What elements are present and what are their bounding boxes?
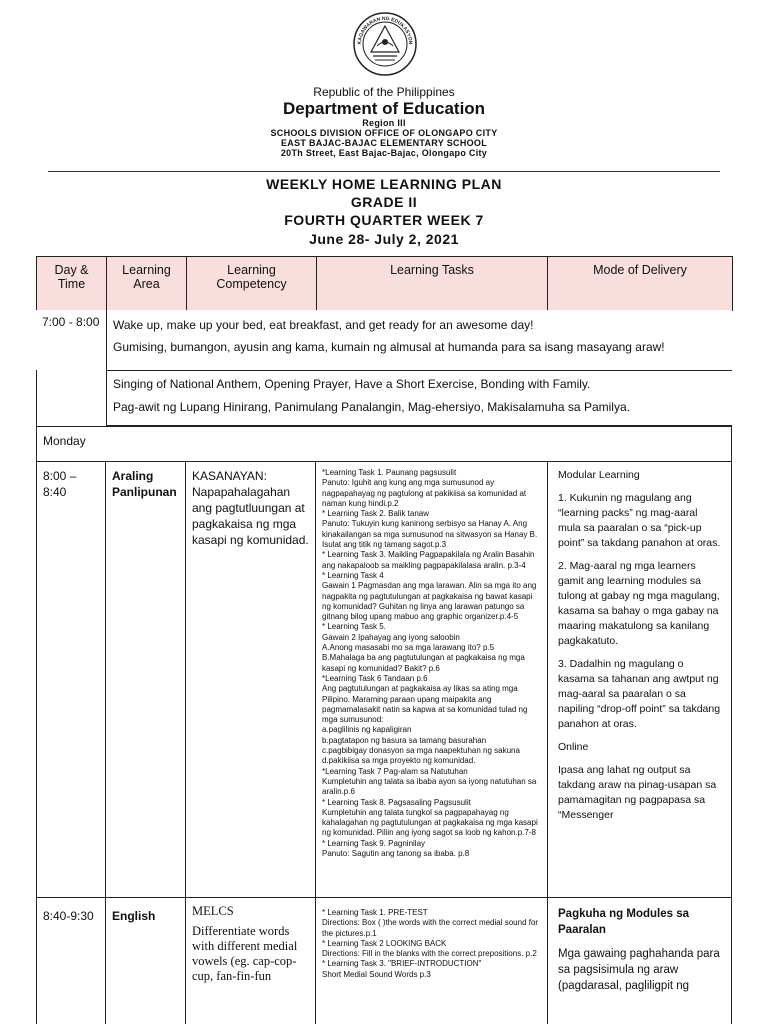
intro-line1-en: Wake up, make up your bed, eat breakfast, and get ready for an awesome day! [113, 318, 534, 332]
school-line: EAST BAJAC-BAJAC ELEMENTARY SCHOOL [280, 138, 488, 148]
header-learning-competency: Learning Competency [187, 257, 317, 311]
intro-line2-fil: Pag-awit ng Lupang Hinirang, Panimulang Panalangin, Mag-ehersiyo, Makisalamuha sa Pamilya. [113, 400, 630, 414]
header-mode-of-delivery: Mode of Delivery [548, 257, 733, 311]
row1-mode-of-delivery [548, 462, 732, 898]
competency-text: Differentiate words with different medial vowels (eg. cap-cop-cup, fan-fin-fun [192, 924, 298, 983]
intro-line1-fil: Gumising, bumangon, ayusin ang kama, kumain ng almusal at humanda para sa isang masayang araw! [113, 340, 665, 354]
header-day-time: Day & Time [37, 257, 107, 311]
row1-competency: KASANAYAN: Napapahalagahan ang pagtutluungan at pagkakaisa ng mga kasapi ng komunidad. [186, 462, 316, 898]
mode-text: Mga gawaing paghahanda para sa pagsisimula ng araw (pagdarasal, pagliligpit ng [558, 948, 720, 992]
header-divider [48, 171, 720, 172]
quarter-title: FOURTH QUARTER WEEK 7 [284, 212, 484, 228]
mode-item: 3. Dadalhin ng magulang o kasama sa tahanan ang awtput ng mag-aaral sa paaralan o sa napiling “drop-off point” sa takdang panahon at oras. [558, 658, 721, 730]
learning-plan-table-header [36, 256, 733, 311]
division-line: SCHOOLS DIVISION OFFICE OF OLONGAPO CITY [270, 128, 498, 138]
row2-competency [186, 898, 316, 1024]
row1-learning-tasks: *Learning Task 1. Paunang pagsusulit Panuto: Iguhit ang kung ang mga sumusunod ay nagpapahayag ng pagtulong at pakikiisa sa komunidad at naman kung hindi.p.2 * Learning Task 2. Balik tanaw Panuto: Tukuyin kung kaninong serbisyo sa Hanay A. Ang kinakailangan sa mga sumusunod na sitwasyon sa Hanay B. Isulat ang titik ng tamang sagot.p.3 * Learning Task 3. Maikling Pagpapakilala ng Aralin Basahin ang nakapaloob sa maikling pagpapakilalasa aralin. p.3-4 * Learning Task 4 Gawain 1 Pagmasdan ang mga larawan. Alin sa mga ito ang nagpakita ng pagtutulungan at pagkakaisa ng bawat kasapi ng komunidad? Guhitan ng linya ang larawan patungo sa gitnang bilog upang mabuo ang graphic organizer.p.4-5 * Learning Task 5. Gawain 2 Ipahayag ang iyong saloobin A.Anong masasabi mo sa mga larawang ito? p.5 B.Mahalaga ba ang pagtutulungan at pagkakaisa ng mga kasapi ng komunidad? Bakit? p.6 *Learning Task 6 Tandaan p.6 Ang pagtutulungan at pagkakaisa ay likas sa ating mga Pilipino. Maraming paraan upang maipakita ang pagmamalasakit natin sa kapwa at sa komunidad tulad ng mga sumusunod: a.paglilinis ng kapaligiran b.pagtatapon ng basura sa tamang basurahan c.pagbibigay donasyon sa mga naapektuhan ng sakuna d.pakikiisa sa mga proyekto ng komunidad. *Learning Task 7 Pag-alam sa Natutuhan Kumpletuhin ang talata sa ibaba ayon sa iyong natutuhan sa aralin.p.6 * Learning Task 8. Pagsasaling Pagsusulit Kumpletuhin ang talata tungkol sa pagpapahayag ng kahalagahan ng pagtutulungan at pagkakaisa ng mga kasapi ng komunidad. Piliin ang iyong sagot sa loob ng kahon.p.7-8 * Learning Task 9. Pagninilay Panuto: Sagutin ang tanong sa ibaba. p.8 [316, 462, 548, 898]
competency-title: MELCS [192, 904, 234, 918]
address-line: 20Th Street, East Bajac-Bajac, Olongapo City [280, 148, 488, 158]
mode-item: Online [558, 741, 589, 753]
header-learning-area: Learning Area [107, 257, 187, 311]
intro-routine-cell [106, 310, 732, 370]
seal-text: KAGAWARAN NG EDUKASYON [356, 15, 414, 45]
header-learning-tasks: Learning Tasks [317, 257, 548, 311]
row2-time: 8:40-9:30 [36, 898, 106, 1024]
plan-title: WEEKLY HOME LEARNING PLAN [266, 176, 502, 192]
row2-mode-of-delivery [548, 898, 732, 1024]
row2-area: English [106, 898, 186, 1024]
intro-opening-cell [106, 370, 732, 426]
row2-learning-tasks: * Learning Task 1. PRE-TEST Directions: Box ( )the words with the correct medial sound for the pictures.p.1 * Learning Task 2 LOOKING BACK Directions: Fill in the blanks with the correct prepositions. p.2 * Learning Task 3. "BRIEF-INTRODUCTION" Short Medial Sound Words p.3 [316, 898, 548, 1024]
republic-line: Republic of the Philippines [313, 85, 455, 99]
region-line: Region III [362, 118, 406, 128]
mode-item: Modular Learning [558, 469, 640, 481]
mode-item: 1. Kukunin ng magulang ang “learning packs” ng mag-aaral mula sa paaralan o sa “pick-up point” sa takdang panahon at oras. [558, 492, 721, 549]
row1-area: Araling Panlipunan [106, 462, 186, 898]
intro-line2-en: Singing of National Anthem, Opening Prayer, Have a Short Exercise, Bonding with Family. [113, 377, 591, 391]
mode-item: Ipasa ang lahat ng output sa takdang araw na pinag-usapan sa pamamagitan ng pagpapasa sa “Messenger [558, 764, 717, 821]
day-label: Monday [36, 426, 732, 462]
grade-title: GRADE II [350, 194, 418, 210]
row1-time: 8:00 – 8:40 [36, 462, 106, 898]
intro-time: 7:00 - 8:00 [36, 310, 106, 370]
deped-seal-logo [353, 12, 417, 76]
mode-item: 2. Mag-aaral ng mga learners gamit ang learning modules sa tulong at gabay ng mga magulang, kasama sa bahay o mga gabay na maaring makatulong sa kanilang pagkakatuto. [558, 560, 720, 647]
mode-title: Pagkuha ng Modules sa Paaralan [558, 908, 689, 936]
department-title: Department of Education [282, 99, 486, 118]
date-range: June 28- July 2, 2021 [309, 231, 459, 247]
